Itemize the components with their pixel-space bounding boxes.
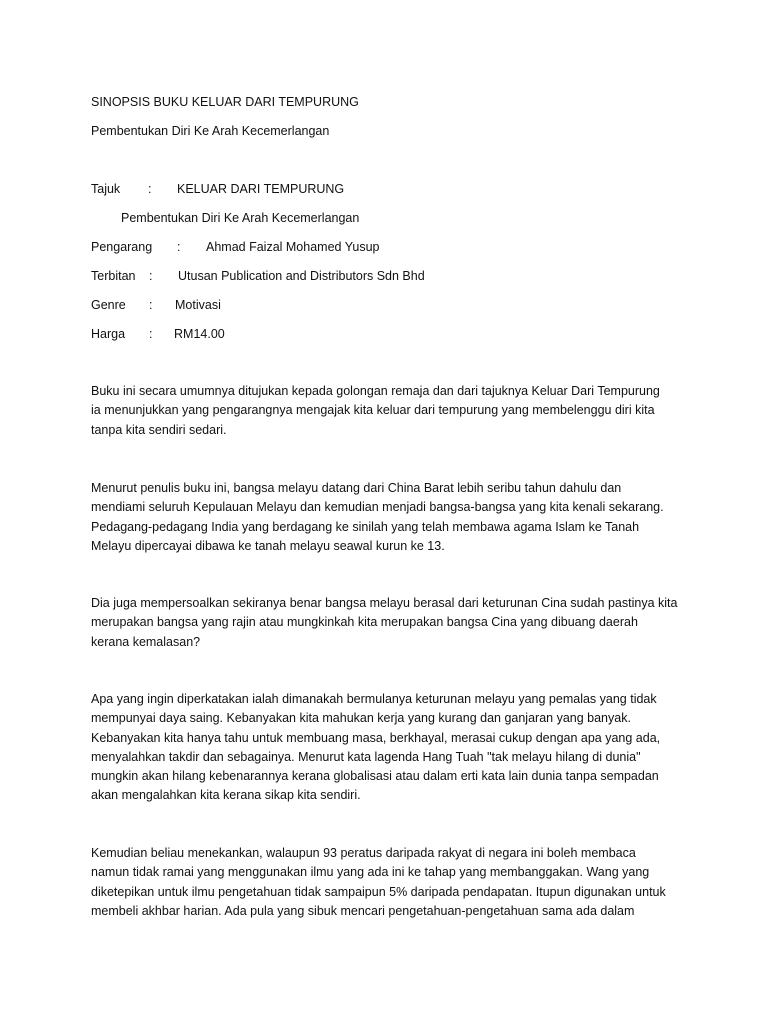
paragraph-line: Pedagang-pedagang India yang berdagang ke sinilah yang telah membawa agama Islam ke Tanah [91, 519, 640, 534]
paragraph-line: mendiami seluruh Kepulauan Melayu dan kemudian menjadi bangsa-bangsa yang kita kenali sekarang. [91, 500, 664, 515]
paragraph-line: akan mengalahkan kita kerana sikap kita sendiri. [91, 788, 361, 803]
detail-value: Motivasi [175, 298, 221, 312]
paragraph-line: mempunyai daya saing. Kebanyakan kita mahukan kerja yang kurang dan ganjaran yang banyak. [91, 711, 631, 726]
detail-label: Terbitan [91, 269, 136, 283]
paragraph-line: mungkin akan hilang kebenarannya kerana globalisasi atau dalam erti kata lain dunia tanpa sempadan [91, 769, 659, 784]
paragraph-1 [91, 382, 691, 440]
paragraph-line: menyalahkan takdir dan sebagainya. Menurut kata lagenda Hang Tuah "tak melayu hilang di dunia" [91, 749, 641, 764]
detail-value: RM14.00 [174, 327, 225, 341]
paragraph-2 [91, 479, 691, 556]
detail-value: Pembentukan Diri Ke Arah Kecemerlangan [121, 211, 360, 225]
detail-value: Utusan Publication and Distributors Sdn Bhd [178, 269, 425, 283]
document-subtitle: Pembentukan Diri Ke Arah Kecemerlangan [91, 124, 330, 138]
detail-colon: : [149, 269, 153, 283]
detail-colon: : [148, 182, 152, 196]
paragraph-line: kerana kemalasan? [91, 634, 201, 649]
paragraph-4 [91, 690, 691, 806]
detail-colon: : [177, 240, 181, 254]
detail-colon: : [149, 298, 153, 312]
paragraph-line: Melayu dipercayai dibawa ke tanah melayu seawal kurun ke 13. [91, 538, 445, 553]
paragraph-line: Menurut penulis buku ini, bangsa melayu datang dari China Barat lebih seribu tahun dahulu dan [91, 481, 622, 495]
detail-label: Pengarang [91, 240, 153, 254]
detail-label: Tajuk [91, 182, 121, 196]
detail-label: Genre [91, 298, 126, 312]
detail-colon: : [149, 327, 153, 341]
detail-value: KELUAR DARI TEMPURUNG [177, 182, 345, 196]
paragraph-line: membeli akhbar harian. Ada pula yang sibuk mencari pengetahuan-pengetahuan sama ada dalam [91, 903, 635, 918]
paragraph-line: merupakan bangsa yang rajin atau mungkinkah kita merupakan bangsa Cina yang dibuang daerah [91, 615, 638, 630]
paragraph-line: namun tidak ramai yang menggunakan ilmu yang ada ini ke tahap yang membanggakan. Wang yang [91, 865, 650, 880]
document-title: SINOPSIS BUKU KELUAR DARI TEMPURUNG [91, 95, 359, 109]
paragraph-5 [91, 844, 691, 921]
paragraph-line: Apa yang ingin diperkatakan ialah dimanakah bermulanya keturunan melayu yang pemalas yang tidak [91, 692, 657, 706]
paragraph-line: Kemudian beliau menekankan, walaupun 93 peratus daripada rakyat di negara ini boleh membaca [91, 846, 636, 860]
paragraph-line: tanpa kita sendiri sedari. [91, 422, 227, 437]
paragraph-line: ia menunjukkan yang pengarangnya mengajak kita keluar dari tempurung yang membelenggu diri kita [91, 403, 655, 418]
paragraph-line: Buku ini secara umumnya ditujukan kepada golongan remaja dan dari tajuknya Keluar Dari Tempurung [91, 384, 660, 398]
paragraph-line: diketepikan untuk ilmu pengetahuan tidak sampaipun 5% daripada pendapatan. Itupun digunakan untuk [91, 884, 666, 899]
paragraph-line: Dia juga mempersoalkan sekiranya benar bangsa melayu berasal dari keturunan Cina sudah pastinya kita [91, 596, 678, 610]
paragraph-3 [91, 594, 691, 652]
detail-label: Harga [91, 327, 126, 341]
paragraph-line: Kebanyakan kita hanya tahu untuk membuang masa, berkhayal, merasai cukup dengan apa yang ada, [91, 730, 661, 745]
detail-value: Ahmad Faizal Mohamed Yusup [206, 240, 380, 254]
